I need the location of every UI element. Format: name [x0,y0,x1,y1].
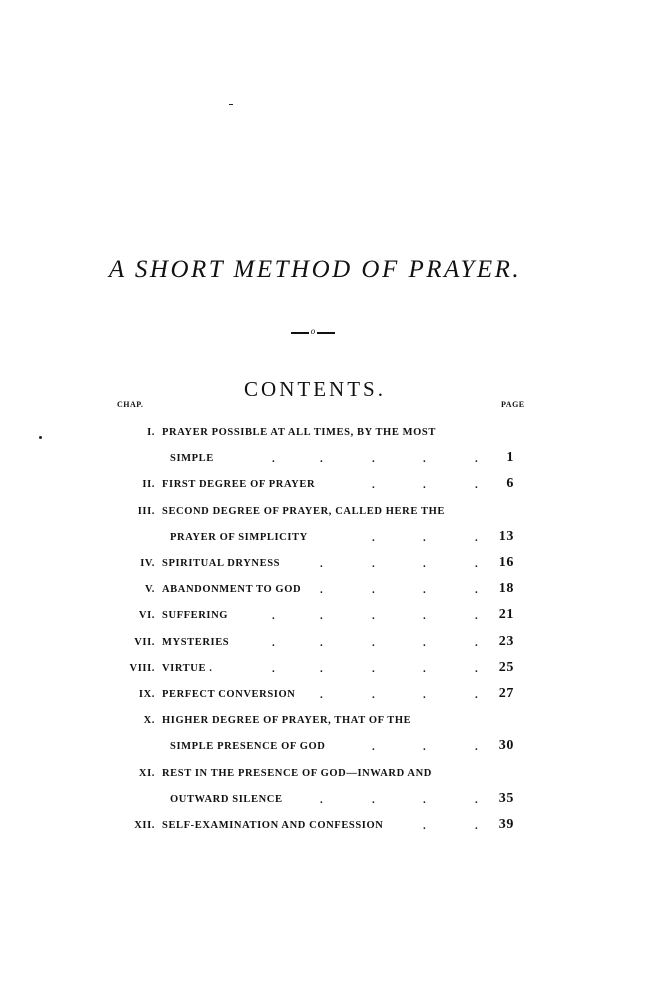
chapter-numeral: IX. [138,689,155,700]
leader-dot: . [372,689,376,701]
toc-entry [0,635,654,651]
leader-dot: . [423,532,427,544]
chap-column-header: CHAP. [117,400,144,409]
leader-dot: . [372,794,376,806]
toc-entry [0,504,654,520]
leader-dot: . [372,479,376,491]
toc-entry [0,582,654,598]
toc-entry-continuation [0,451,654,467]
chapter-title: ABANDONMENT TO GOD [162,584,302,595]
chapter-title: HIGHER DEGREE OF PRAYER, THAT OF THE [162,715,412,726]
chapter-title: PERFECT CONVERSION [162,689,296,700]
toc-entry [0,818,654,834]
chapter-numeral: IV. [140,558,155,569]
leader-dot: . [372,532,376,544]
toc-entry [0,425,654,441]
chapter-title: SPIRITUAL DRYNESS [162,558,281,569]
chapter-title: PRAYER POSSIBLE AT ALL TIMES, BY THE MOST [162,427,436,438]
ornament-rule-left [291,332,309,334]
chapter-numeral: X. [143,715,155,726]
leader-dot: . [475,689,479,701]
leader-dot: . [475,532,479,544]
leader-dot: . [423,610,427,622]
leader-dot: . [475,610,479,622]
leader-dot: . [372,558,376,570]
chapter-title: MYSTERIES [162,637,230,648]
toc-entry [0,608,654,624]
toc-entry [0,661,654,677]
toc-entry [0,477,654,493]
chapter-title: OUTWARD SILENCE [170,794,283,805]
page-number: 39 [498,817,514,832]
leader-dot: . [320,663,324,675]
leader-dot: . [272,663,276,675]
chapter-title: SELF-EXAMINATION AND CONFESSION [162,820,384,831]
leader-dot: . [475,820,479,832]
toc-entry [0,713,654,729]
chapter-title: SIMPLE PRESENCE OF GOD [170,741,326,752]
leader-dot: . [423,663,427,675]
page-number: 27 [498,686,514,701]
leader-dot: . [320,453,324,465]
leader-dot: . [372,637,376,649]
book-title-text: A SHORT METHOD OF PRAYER. [108,256,522,283]
chapter-title: SECOND DEGREE OF PRAYER, CALLED HERE THE [162,506,445,517]
leader-dot: . [272,610,276,622]
page-number: 1 [506,450,514,465]
page-number: 35 [498,791,514,806]
chapter-numeral: XI. [138,768,155,779]
ornament-mark: o [310,326,316,336]
leader-dot: . [423,479,427,491]
page-number: 18 [498,581,514,596]
leader-dot: . [372,584,376,596]
toc-entry [0,766,654,782]
leader-dot: . [475,794,479,806]
toc-entry-continuation [0,530,654,546]
page-number: 21 [498,607,514,622]
chapter-numeral: VIII. [129,663,155,674]
chapter-numeral: II. [142,479,155,490]
leader-dot: . [423,820,427,832]
chapter-title: SUFFERING [162,610,229,621]
chapter-title: REST IN THE PRESENCE OF GOD—INWARD AND [162,768,432,779]
leader-dot: . [320,584,324,596]
leader-dot: . [423,689,427,701]
leader-dot: . [423,794,427,806]
leader-dot: . [475,663,479,675]
chapter-title: VIRTUE . [162,663,213,674]
leader-dot: . [475,637,479,649]
toc-entry-continuation [0,792,654,808]
leader-dot: . [423,453,427,465]
chapter-numeral: III. [137,506,155,517]
chapter-numeral: VI. [138,610,155,621]
leader-dot: . [320,689,324,701]
chapter-numeral: XII. [134,820,155,831]
leader-dot: . [320,610,324,622]
leader-dot: . [423,558,427,570]
leader-dot: . [475,558,479,570]
page-number: 6 [506,476,514,491]
page-column-header: PAGE [501,400,525,409]
leader-dot: . [423,584,427,596]
page-number: 13 [498,529,514,544]
leader-dot: . [372,741,376,753]
toc-entry [0,556,654,572]
scan-speck [229,104,233,105]
leader-dot: . [423,637,427,649]
page-number: 25 [498,660,514,675]
leader-dot: . [475,453,479,465]
contents-heading [0,377,654,402]
ornament-rule-right [317,332,335,334]
book-title [0,256,654,284]
chapter-title: SIMPLE [170,453,214,464]
chapter-title: FIRST DEGREE OF PRAYER [162,479,316,490]
leader-dot: . [320,794,324,806]
leader-dot: . [272,453,276,465]
leader-dot: . [272,637,276,649]
leader-dot: . [372,453,376,465]
leader-dot: . [475,741,479,753]
contents-heading-text: CONTENTS. [244,377,386,401]
leader-dot: . [320,558,324,570]
ornament-divider [291,325,335,337]
chapter-numeral: V. [144,584,155,595]
leader-dot: . [475,584,479,596]
leader-dot: . [372,610,376,622]
leader-dot: . [423,741,427,753]
toc-entry [0,687,654,703]
chapter-numeral: VII. [134,637,155,648]
leader-dot: . [372,663,376,675]
toc-entry-continuation [0,739,654,755]
leader-dot: . [475,479,479,491]
page-number: 16 [498,555,514,570]
page-number: 30 [498,738,514,753]
page-number: 23 [498,634,514,649]
chapter-numeral: I. [147,427,155,438]
leader-dot: . [320,637,324,649]
chapter-title: PRAYER OF SIMPLICITY [170,532,308,543]
